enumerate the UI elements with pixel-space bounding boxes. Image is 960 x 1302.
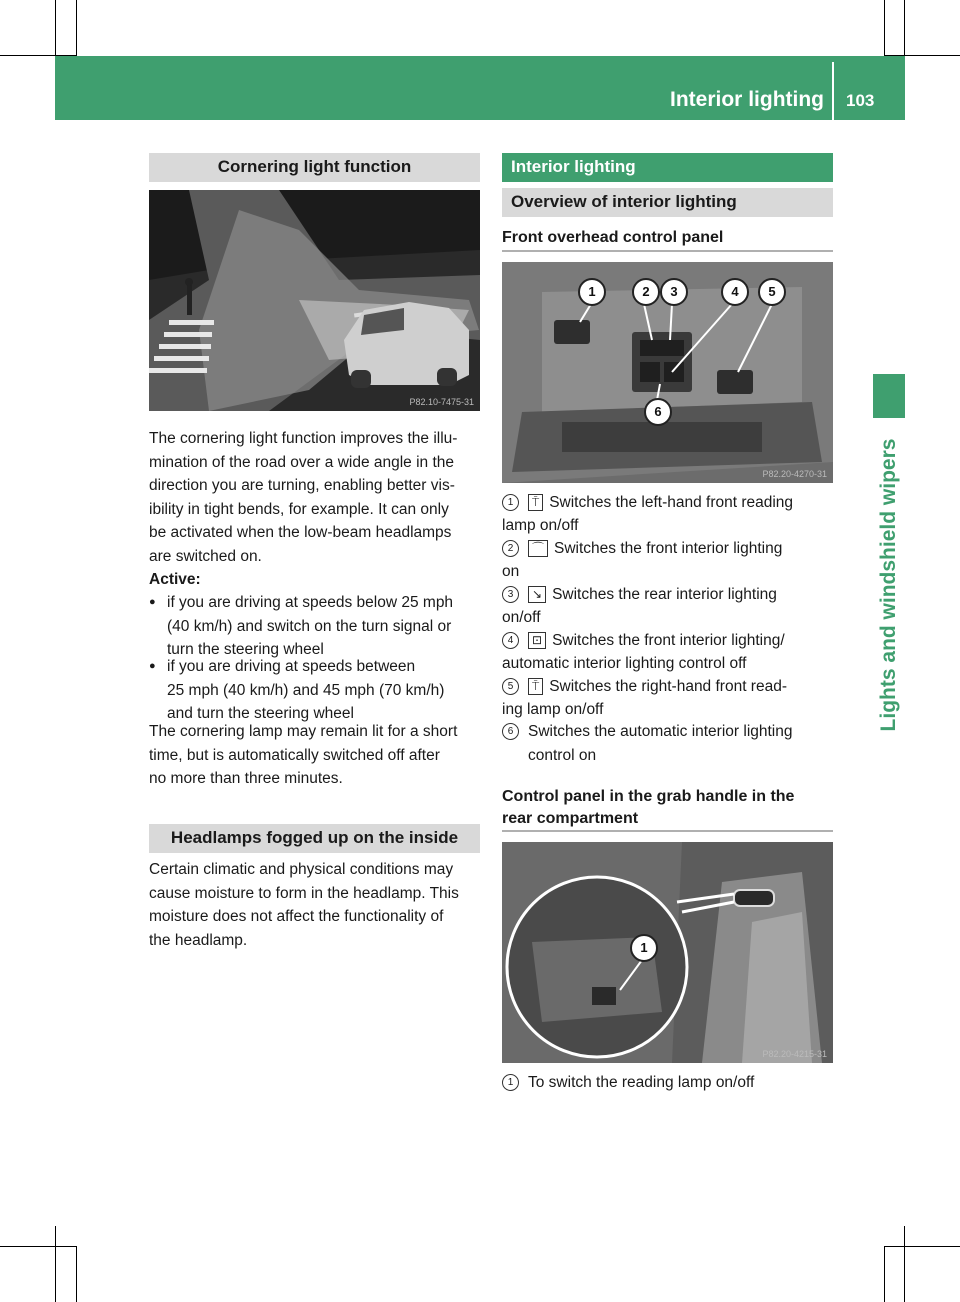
item-number: 6 — [502, 723, 519, 740]
text-line: no more than three minutes. — [149, 770, 343, 787]
legend-item — [502, 629, 842, 677]
text-line: To switch the reading lamp on/off — [528, 1074, 755, 1091]
photo-code: P82.20-4215-31 — [762, 1049, 827, 1059]
rear-panel-heading — [502, 786, 794, 830]
callout-marker: 2 — [632, 278, 660, 306]
crop-mark — [76, 1246, 77, 1302]
text-line: automatic interior lighting control off — [502, 655, 747, 672]
heading-line: Control panel in the grab handle in the — [502, 788, 795, 805]
callout-marker: 4 — [721, 278, 749, 306]
reading-lamp-icon: ⍑ — [528, 494, 543, 511]
text-line: time, but is automatically switched off after — [149, 746, 440, 764]
legend-item — [502, 583, 842, 631]
text-line: The cornering light function improves the illu- — [149, 430, 458, 447]
reading-lamp-icon: ⍑ — [528, 678, 543, 695]
text-line: cause moisture to form in the headlamp. This — [149, 884, 459, 902]
text-line: Certain climatic and physical conditions may — [149, 861, 454, 878]
text-line: direction you are turning, enabling better vis- — [149, 477, 455, 494]
text-line: The cornering lamp may remain lit for a short — [149, 723, 458, 740]
text-line: ibility in tight bends, for example. It can only — [149, 500, 449, 518]
photo-code: P82.10-7475-31 — [409, 397, 474, 407]
crop-mark — [76, 0, 77, 56]
text-line: ing lamp on/off — [502, 701, 604, 718]
crop-mark — [0, 1246, 76, 1247]
chapter-tab — [873, 374, 905, 418]
header-divider — [832, 62, 834, 120]
cornering-photo — [149, 190, 480, 411]
interior-lighting-heading: Interior lighting — [502, 153, 833, 182]
legend-item — [502, 1071, 842, 1097]
text-line: Switches the automatic interior lighting — [528, 723, 793, 740]
text-line: Switches the front interior lighting/ — [552, 632, 785, 649]
fogged-paragraph — [149, 858, 484, 952]
bullet-item — [149, 655, 484, 727]
overview-heading: Overview of interior lighting — [502, 188, 833, 217]
text-line: control on — [528, 746, 597, 764]
text-line: if you are driving at speeds below 25 mph — [167, 594, 454, 611]
text-line: 25 mph (40 km/h) and 45 mph (70 km/h) — [167, 681, 445, 699]
text-line: if you are driving at speeds between — [167, 658, 416, 675]
cornering-closing — [149, 720, 484, 791]
text-line: the headlamp. — [149, 931, 248, 949]
text-line: and turn the steering wheel — [167, 705, 354, 722]
crop-mark — [884, 1246, 960, 1247]
text-line: Switches the left-hand front reading — [549, 494, 794, 511]
callout-marker: 3 — [660, 278, 688, 306]
text-line: mination of the road over a wide angle in the — [149, 453, 455, 471]
text-line: Switches the front interior lighting — [554, 540, 783, 557]
light-control-off-icon: ⊡ — [528, 632, 546, 649]
item-number: 5 — [502, 678, 519, 695]
chapter-label: Lights and windshield wipers — [877, 438, 900, 732]
text-line: on/off — [502, 609, 541, 626]
front-panel-heading: Front overhead control panel — [502, 229, 724, 246]
crop-mark — [884, 1246, 885, 1302]
crop-mark — [55, 1226, 56, 1302]
item-number: 1 — [502, 494, 519, 511]
fogged-heading: Headlamps fogged up on the inside — [149, 824, 480, 853]
legend-item — [502, 675, 842, 723]
callout-marker: 1 — [578, 278, 606, 306]
bullet-marker: ● — [149, 596, 156, 608]
front-panel-photo — [502, 262, 833, 483]
photo-code: P82.20-4270-31 — [762, 469, 827, 479]
page-header-title: Interior lighting — [670, 88, 824, 111]
text-line: on — [502, 563, 520, 580]
text-line: Switches the rear interior lighting — [552, 586, 777, 603]
text-line: moisture does not affect the functionality of — [149, 908, 444, 925]
rear-panel-photo — [502, 842, 833, 1063]
callout-marker: 6 — [644, 398, 672, 426]
text-line: (40 km/h) and switch on the turn signal or — [167, 617, 452, 635]
heading-line: rear compartment — [502, 810, 639, 827]
active-label: Active: — [149, 571, 201, 588]
text-line: lamp on/off — [502, 517, 579, 534]
crop-mark — [884, 0, 885, 56]
cornering-paragraph — [149, 427, 484, 568]
item-number: 4 — [502, 632, 519, 649]
page-number: 103 — [846, 91, 875, 110]
rear-interior-light-icon: ↘ — [528, 586, 546, 603]
heading-rule — [502, 830, 833, 832]
bullet-marker: ● — [149, 660, 156, 672]
item-number: 2 — [502, 540, 519, 557]
text-line: be activated when the low-beam headlamps — [149, 524, 452, 541]
bullet-item — [149, 591, 484, 663]
front-interior-light-icon: ⌒ — [528, 540, 548, 557]
item-number: 1 — [502, 1074, 519, 1091]
callout-marker: 5 — [758, 278, 786, 306]
text-line: Switches the right-hand front read- — [549, 678, 787, 695]
heading-rule — [502, 250, 833, 252]
legend-item — [502, 537, 842, 585]
item-number: 3 — [502, 586, 519, 603]
text-line: turn the steering wheel — [167, 641, 324, 658]
text-line: are switched on. — [149, 547, 262, 565]
callout-marker: 1 — [630, 934, 658, 962]
legend-item — [502, 720, 842, 768]
crop-mark — [904, 1226, 905, 1302]
cornering-heading: Cornering light function — [149, 153, 480, 182]
legend-item — [502, 491, 842, 539]
